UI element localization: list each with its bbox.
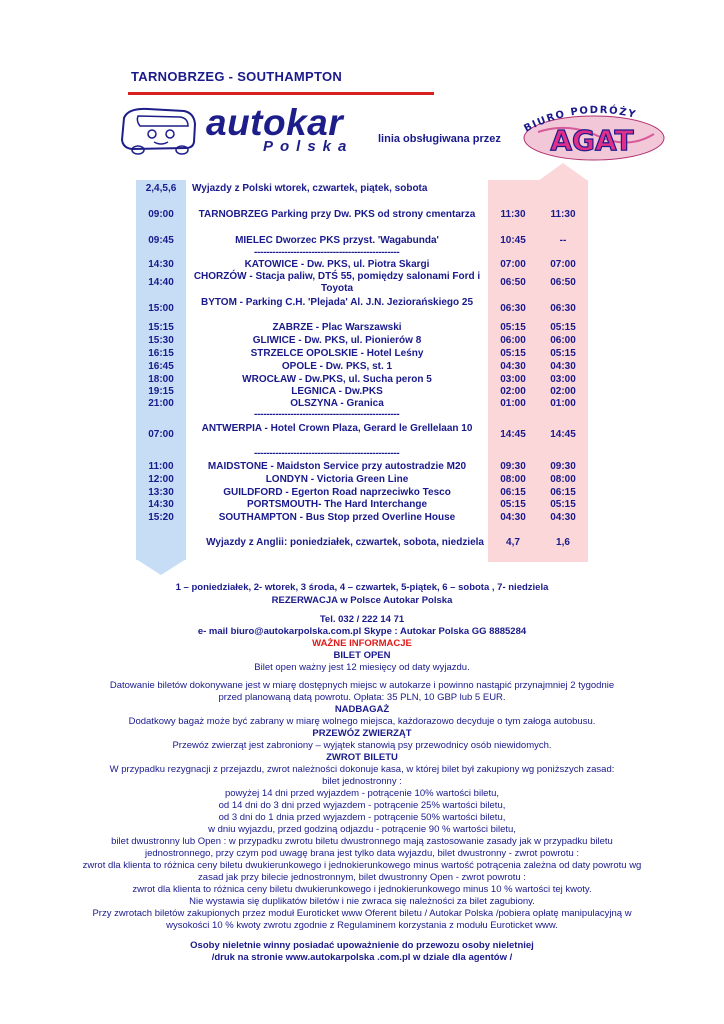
dep-time: 07:00 [148,429,174,440]
return-time-1: 06:50 [500,277,526,288]
return-time-1: 08:00 [500,474,526,485]
return-time-1: 11:30 [500,209,526,220]
stop-name: WROCŁAW - Dw.PKS, ul. Sucha peron 5 [242,374,432,385]
return-time-2: 05:15 [550,322,576,333]
return-time-2: 11:30 [550,209,576,220]
stop-name: PORTSMOUTH- The Hard Interchange [246,499,427,510]
stop-name: CHORZÓW - Stacja paliw, DTŚ 55, pomiędzy salonami Ford i Toyota [193,271,481,294]
return-time-2: 06:30 [550,303,576,314]
dep-time: 15:30 [148,335,174,346]
title-underline [128,92,434,95]
phone-number: Tel. 032 / 222 14 71 [319,614,405,625]
separator: ------------------------------------------------ [254,448,400,459]
stop-name: ZABRZE - Plac Warszawski [272,322,402,333]
minors-form-notice: /druk na stronie www.autokarpolska .com.pl w dziale dla agentów / [211,952,513,963]
refund-line: powyżej 14 dni przed wyjazdem - potrącenie 10% wartości biletu, [224,788,500,799]
return-days-2: 1,6 [556,537,570,548]
return-time-2: 09:30 [550,461,576,472]
return-time-1: 10:45 [500,235,526,246]
stop-name: MAIDSTONE - Maidston Service przy autostradzie M20 [207,461,467,472]
refund-line: od 14 dni do 3 dni przed wyjazdem - potrącenie 25% wartości biletu, [218,800,506,811]
open-ticket-heading: BILET OPEN [333,650,391,661]
dep-time: 18:00 [148,374,174,385]
stop-name: LONDYN - Victoria Green Line [265,474,409,485]
stop-name: OLSZYNA - Granica [290,398,384,409]
refund-line: w dniu wyjazdu, przed godziną odjazdu - potrącenie 90 % wartości biletu, [208,824,516,835]
return-time-1: 05:15 [500,322,526,333]
excess-baggage-text: Dodatkowy bagaż może być zabrany w miarę wolnego miejsca, każdorazowo decyduje o tym załoga autobusu. [128,716,596,727]
departure-days: 2,4,5,6 [145,183,177,194]
down-arrow-icon [136,559,186,575]
stop-name: KATOWICE - Dw. PKS, ul. Piotra Skargi [244,259,430,270]
return-time-2: 06:50 [550,277,576,288]
dep-time: 14:30 [148,499,174,510]
refund-line: Przy zwrotach biletów zakupionych przez moduł Euroticket www Oferent biletu / Autokar Polska /pobiera opłatę manipulacyjną w [92,908,632,919]
bus-icon [118,104,200,156]
stop-name: BYTOM - Parking C.H. 'Plejada' Al. J.N. Jeziorańskiego 25 [200,297,474,308]
dep-time: 13:30 [148,487,174,498]
return-days-text: Wyjazdy z Anglii: poniedziałek, czwartek, sobota, niedziela [206,537,484,548]
stop-name: SOUTHAMPTON - Bus Stop przed Overline House [218,512,456,523]
refund-line: od 3 dni do 1 dnia przed wyjazdem - potrącenie 50% wartości biletu, [218,812,506,823]
up-arrow-icon [538,163,588,181]
return-time-1: 02:00 [500,386,526,397]
refund-line: zasad jak przy bilecie jednostronnym, bilet dwustronny Open - zwrot powrotu : [198,872,526,883]
return-time-2: 06:00 [550,335,576,346]
stop-name: ANTWERPIA - Hotel Crown Plaza, Gerard le Grellelaan 10 [201,423,473,434]
return-time-1: 06:00 [500,335,526,346]
refund-line: Nie wystawia się duplikatów biletów i nie zwraca się należności za bilet zagubiony. [189,896,535,907]
stop-name: TARNOBRZEG Parking przy Dw. PKS od strony cmentarza [198,209,476,220]
return-time-2: 07:00 [550,259,576,270]
refund-line: bilet jednostronny : [322,776,402,787]
agat-logo [508,102,676,162]
return-time-1: 05:15 [500,348,526,359]
pets-text: Przewóz zwierząt jest zabroniony – wyjątek stanowią psy przewodnicy osób niewidomych. [172,740,552,751]
refund-line: jednostronnego, przy czym pod uwagę brana jest tylko data wyjazdu, bilet dwustronny - zwrot powrotu : [144,848,580,859]
open-ticket-text: Bilet open ważny jest 12 miesięcy od daty wyjazdu. [254,662,470,673]
refund-line: zwrot dla klienta to różnica ceny biletu dwukierunkowego i jednokierunkowego minus 10 % wartości tej kwoty. [132,884,592,895]
dep-time: 11:00 [148,461,174,472]
stop-name: STRZELCE OPOLSKIE - Hotel Leśny [250,348,424,359]
return-time-1: 03:00 [500,374,526,385]
dating-text-1: Datowanie biletów dokonywane jest w miarę dostępnych miejsc w autokarze i powinno nastąpić przynajmniej 2 tygodnie [109,680,615,691]
logo-autokar: autokar [206,102,344,143]
return-time-2: 08:00 [550,474,576,485]
dep-time: 15:15 [148,322,174,333]
separator: ------------------------------------------------ [254,247,400,258]
dep-time: 12:00 [148,474,174,485]
return-time-1: 04:30 [500,512,526,523]
dep-time: 15:20 [148,512,174,523]
return-time-1: 06:30 [500,303,526,314]
contact-email: e- mail biuro@autokarpolska.com.pl Skype : Autokar Polska GG 8885284 [197,626,527,637]
dep-time: 15:00 [148,303,174,314]
refund-heading: ZWROT BILETU [326,752,398,763]
dep-time: 14:30 [148,259,174,270]
return-time-2: 14:45 [550,429,576,440]
return-time-2: 05:15 [550,348,576,359]
excess-baggage-heading: NADBAGAŻ [334,704,390,715]
stop-name: LEGNICA - Dw.PKS [291,386,383,397]
departure-days-text: Wyjazdy z Polski wtorek, czwartek, piątek, sobota [192,183,428,194]
separator: ------------------------------------------------ [254,409,400,420]
refund-line: zwrot dla klienta to różnica ceny biletu dwukierunkowego i jednokierunkowego minus wartość potrącenia zależna od daty powrotu wg [82,860,642,871]
return-days-1: 4,7 [506,537,520,548]
agat-name: AGAT [550,124,634,157]
return-time-1: 14:45 [500,429,526,440]
dep-time: 16:15 [148,348,174,359]
agat-arc-text: BIURO PODRÓŻY [522,104,638,135]
route-title: TARNOBRZEG - SOUTHAMPTON [131,69,343,84]
day-legend: 1 – poniedziałek, 2- wtorek, 3 środa, 4 – czwartek, 5-piątek, 6 – sobota , 7- niedziela [175,582,549,593]
return-time-1: 09:30 [500,461,526,472]
return-time-2: 05:15 [550,499,576,510]
pets-heading: PRZEWÓZ ZWIERZĄT [312,728,412,739]
logo-polska: Polska [263,138,354,155]
return-time-2: 02:00 [550,386,576,397]
return-time-2: -- [559,235,567,246]
return-time-1: 05:15 [500,499,526,510]
return-time-2: 01:00 [550,398,576,409]
refund-line: W przypadku rezygnacji z przejazdu, zwrot należności dokonuje kasa, w której bilet był zakupiony wg poniższych zasad: [109,764,615,775]
return-time-2: 03:00 [550,374,576,385]
stop-name: GLIWICE - Dw. PKS, ul. Pionierów 8 [252,335,422,346]
dep-time: 09:00 [148,209,174,220]
dep-time: 19:15 [148,386,174,397]
stop-name: OPOLE - Dw. PKS, st. 1 [281,361,393,372]
dep-time: 09:45 [148,235,174,246]
stop-name: GUILDFORD - Egerton Road naprzeciwko Tesco [223,487,451,498]
reservation-heading: REZERWACJA w Polsce Autokar Polska [271,595,453,606]
return-time-2: 04:30 [550,512,576,523]
line-served-by: linia obsługiwana przez [378,133,501,145]
dep-time: 16:45 [148,361,174,372]
return-time-1: 04:30 [500,361,526,372]
return-time-1: 07:00 [500,259,526,270]
return-time-2: 04:30 [550,361,576,372]
return-time-1: 06:15 [500,487,526,498]
return-time-1: 01:00 [500,398,526,409]
dating-text-2: przed planowaną datą powrotu. Opłata: 35 PLN, 10 GBP lub 5 EUR. [218,692,506,703]
stop-name: MIELEC Dworzec PKS przyst. 'Wagabunda' [235,235,439,246]
return-time-2: 06:15 [550,487,576,498]
dep-time: 21:00 [148,398,174,409]
refund-line: wysokości 10 % kwoty zwrotu zgodnie z Regulaminem korzystania z modułu Euroticket www. [166,920,558,931]
refund-line: bilet dwustronny lub Open : w przypadku zwrotu biletu dwustronnego mają zastosowanie zasady jak w przypadku biletu [111,836,613,847]
minors-notice: Osoby nieletnie winny posiadać upoważnienie do przewozu osoby nieletniej [190,940,534,951]
important-info-heading: WAŻNE INFORMACJE [312,638,412,649]
dep-time: 14:40 [148,277,174,288]
